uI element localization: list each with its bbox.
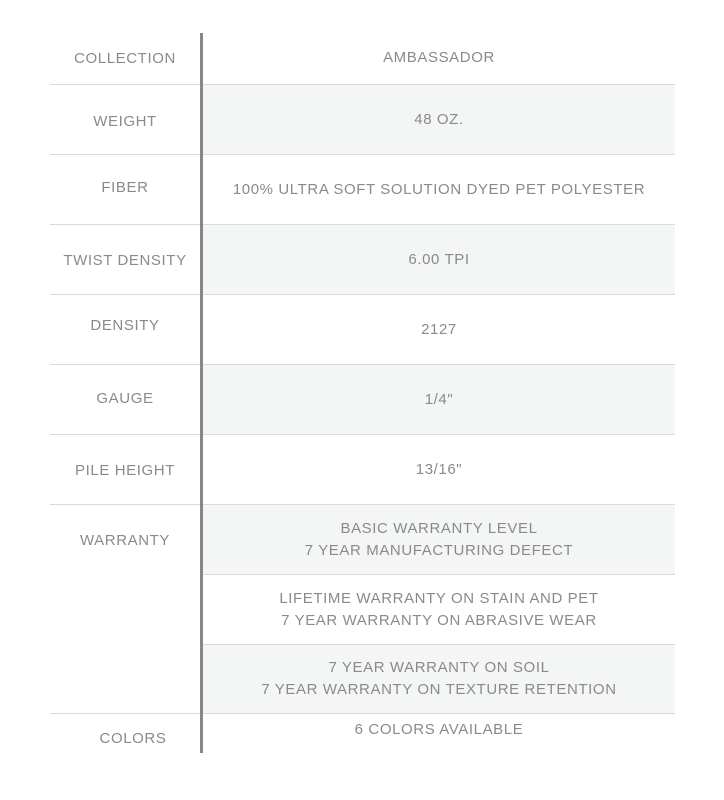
warranty-line: 7 YEAR WARRANTY ON ABRASIVE WEAR	[281, 611, 597, 629]
value-colors: 6 COLORS AVAILABLE	[354, 720, 524, 738]
row-weight	[50, 85, 675, 154]
label-colors: COLORS	[99, 730, 167, 747]
warranty-item-soil	[50, 645, 675, 713]
warranty-item-text	[203, 505, 675, 574]
value-density: 2127	[421, 320, 457, 338]
label-density: DENSITY	[90, 317, 160, 334]
warranty-line: LIFETIME WARRANTY ON STAIN AND PET	[279, 589, 599, 607]
label-fiber: FIBER	[101, 179, 149, 196]
label-pile-height: PILE HEIGHT	[75, 462, 175, 479]
value-collection: AMBASSADOR	[383, 48, 495, 66]
value-gauge: 1/4"	[203, 365, 675, 434]
label-collection: COLLECTION	[74, 50, 176, 67]
row-collection	[50, 33, 675, 84]
row-twist-density	[50, 225, 675, 294]
warranty-line: 7 YEAR MANUFACTURING DEFECT	[304, 541, 574, 559]
value-pile-height: 13/16"	[415, 460, 463, 478]
column-divider	[200, 33, 203, 753]
value-weight: 48 OZ.	[203, 85, 675, 154]
warranty-line: 7 YEAR WARRANTY ON SOIL	[328, 659, 550, 676]
warranty-item-basic	[50, 505, 675, 574]
warranty-line: BASIC WARRANTY LEVEL	[340, 519, 538, 537]
row-colors	[50, 714, 675, 753]
value-twist-density: 6.00 TPI	[203, 225, 675, 294]
label-twist-density: TWIST DENSITY	[63, 252, 187, 269]
label-warranty: WARRANTY	[79, 532, 171, 549]
label-gauge: GAUGE	[96, 390, 154, 407]
spec-table	[50, 33, 675, 753]
warranty-item-text	[203, 645, 675, 713]
row-density	[50, 295, 675, 364]
value-fiber: 100% ULTRA SOFT SOLUTION DYED PET POLYESTER	[232, 180, 646, 198]
row-fiber	[50, 155, 675, 224]
row-gauge	[50, 365, 675, 434]
row-pile-height	[50, 435, 675, 504]
label-weight: WEIGHT	[93, 113, 157, 130]
warranty-line: 7 YEAR WARRANTY ON TEXTURE RETENTION	[261, 681, 617, 698]
warranty-item-stain	[50, 575, 675, 644]
warranty-item-text	[203, 575, 675, 644]
